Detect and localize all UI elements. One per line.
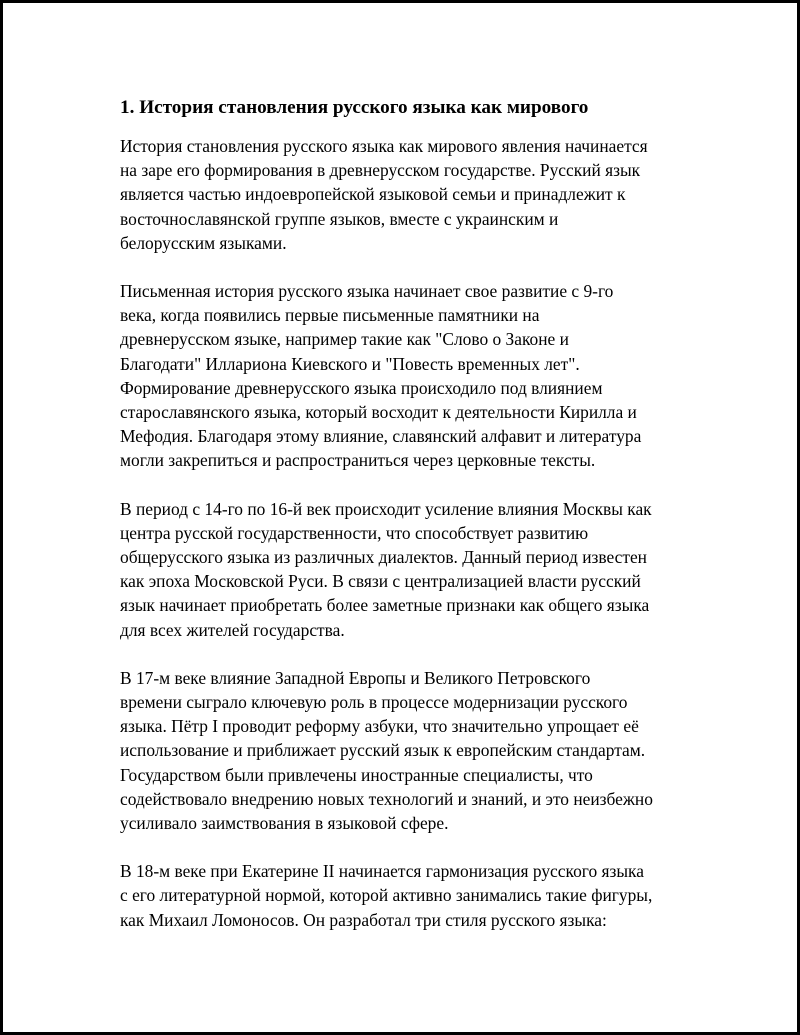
text-line: В 17-м веке влияние Западной Европы и Великого Петровского — [120, 667, 591, 688]
text-line: Государством были привлечены иностранные специалисты, что — [120, 764, 593, 785]
section-heading: 1. История становления русского языка как мирового — [120, 97, 589, 118]
text-line: восточнославянской группе языков, вместе с украинским и — [120, 208, 559, 229]
text-line: является частью индоевропейской языковой семьи и принадлежит к — [120, 184, 626, 205]
text-line: Письменная история русского языка начинает свое развитие с 9-го — [120, 281, 614, 302]
text-line: для всех жителей государства. — [120, 619, 345, 640]
text-line: языка. Пётр I проводит реформу азбуки, что значительно упрощает её — [120, 716, 639, 737]
text-line: содействовало внедрению новых технологий и знаний, и это неизбежно — [120, 788, 653, 809]
paragraph-2 — [120, 279, 695, 473]
text-line: История становления русского языка как мирового явления начинается — [120, 136, 648, 156]
text-line: усиливало заимствования в языковой сфере. — [120, 813, 449, 834]
text-line: Формирование древнерусского языка происходило под влиянием — [120, 377, 603, 398]
text-line: В период с 14-го по 16-й век происходит усиление влияния Москвы как — [120, 498, 652, 519]
text-line: века, когда появились первые письменные памятники на — [120, 305, 540, 326]
text-line: с его литературной нормой, которой активно занимались такие фигуры, — [120, 885, 653, 906]
text-line: на заре его формирования в древнерусском государстве. Русский язык — [120, 160, 641, 181]
text-line: язык начинает приобретать более заметные признаки как общего языка — [120, 595, 650, 616]
paragraph-3 — [120, 497, 695, 642]
text-line: старославянского языка, который восходит к деятельности Кирилла и — [120, 402, 637, 423]
paragraph-5 — [120, 859, 695, 932]
text-line: центра русской государственности, что способствует развитию — [120, 522, 589, 543]
text-line: Мефодия. Благодаря этому влияние, славянский алфавит и литература — [120, 426, 642, 447]
text-line: белорусским языками. — [120, 232, 287, 253]
paragraph-1 — [120, 134, 695, 255]
text-line: времени сыграло ключевую роль в процессе модернизации русского — [120, 692, 628, 713]
text-line: общерусского языка из различных диалектов. Данный период известен — [120, 547, 647, 568]
document-body — [120, 95, 695, 956]
text-line: В 18-м веке при Екатерине II начинается гармонизация русского языка — [120, 861, 644, 882]
paragraph-4 — [120, 666, 695, 835]
text-line: использование и приближает русский язык к европейским стандартам. — [120, 740, 646, 761]
text-line: как Михаил Ломоносов. Он разработал три стиля русского языка: — [120, 909, 607, 930]
text-line: могли закрепиться и распространиться через церковные тексты. — [120, 450, 596, 471]
text-line: Благодати" Иллариона Киевского и "Повесть временных лет". — [120, 353, 580, 374]
text-line: древнерусском языке, например такие как "Слово о Законе и — [120, 329, 569, 350]
text-line: как эпоха Московской Руси. В связи с централизацией власти русский — [120, 571, 641, 592]
